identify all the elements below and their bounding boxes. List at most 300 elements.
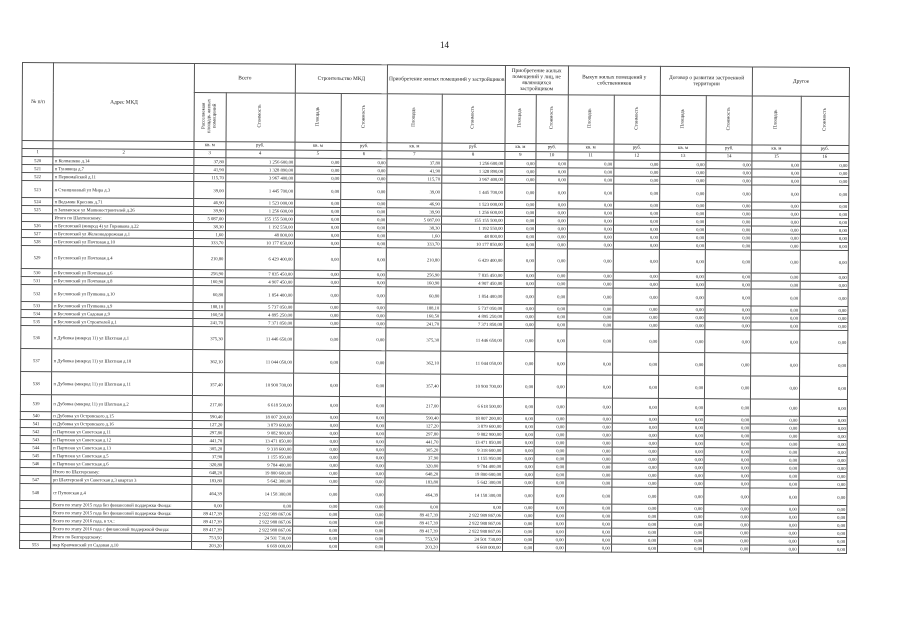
purchase-cost: 1 155 950,00 <box>440 454 503 462</box>
purchase-other-cost: 0,00 <box>535 352 567 375</box>
construction-area: 0,00 <box>293 413 339 421</box>
total-cost: 6 429 400,00 <box>225 247 294 270</box>
other-cost: 0,00 <box>798 537 846 545</box>
other-cost: 0,00 <box>799 440 847 448</box>
purchase-other-cost: 0,00 <box>536 225 568 233</box>
redemption-area: 0,00 <box>566 439 612 447</box>
development-area: 0,00 <box>659 272 705 280</box>
purchase-cost: 1 445 700,00 <box>441 183 504 200</box>
row-address: п Бусловский ул Железнодорожная д.1 <box>53 230 194 239</box>
other-cost: 0,00 <box>799 432 847 440</box>
other-cost: 0,00 <box>800 202 848 210</box>
purchase-other-cost: 0,00 <box>534 455 566 463</box>
development-cost: 0,00 <box>704 529 750 537</box>
header-purchase-not-developers: Приобретение жилых помещений у лиц, не являющихся застройщиком <box>505 65 568 94</box>
unit-rub: руб. <box>341 142 387 150</box>
row-number <box>20 467 52 475</box>
row-number: 546 <box>20 459 52 467</box>
total-area: 115,70 <box>194 174 226 182</box>
purchase-area: 375,30 <box>386 328 441 351</box>
development-cost: 0,00 <box>706 185 752 202</box>
construction-cost: 0,00 <box>339 413 385 421</box>
redemption-cost: 0,00 <box>613 184 659 201</box>
purchase-other-cost: 0,00 <box>536 168 568 176</box>
row-number: 524 <box>22 198 54 206</box>
purchase-area: 297,80 <box>385 430 440 438</box>
construction-area: 0,00 <box>293 373 339 396</box>
development-area: 0,00 <box>658 520 704 528</box>
purchase-area: 188,10 <box>386 304 441 312</box>
purchase-other-cost: 0,00 <box>534 463 566 471</box>
row-number: 547 <box>20 475 52 483</box>
subheader-cell <box>295 93 341 142</box>
column-number: 5 <box>295 150 341 158</box>
other-cost: 0,00 <box>799 416 847 424</box>
total-cost: 6 669 000,00 <box>223 542 292 550</box>
redemption-cost: 0,00 <box>613 280 659 288</box>
total-area: 357,40 <box>193 373 225 396</box>
development-cost: 0,00 <box>704 488 750 505</box>
development-cost: 0,00 <box>705 306 751 314</box>
total-cost: 155 155 500,00 <box>225 215 294 223</box>
redemption-area: 0,00 <box>567 305 613 313</box>
purchase-other-area: 0,00 <box>504 248 536 271</box>
row-number: 542 <box>20 427 52 435</box>
purchase-area: 183,80 <box>385 478 440 486</box>
total-cost: 2 922 989 867,06 <box>223 510 292 518</box>
purchase-other-cost: 0,00 <box>536 201 568 209</box>
other-cost: 0,00 <box>800 250 849 273</box>
subheader-cost: Стоимость <box>822 108 828 132</box>
row-address: п Дубовка ул Островского д.15 <box>52 412 193 421</box>
redemption-area: 0,00 <box>566 479 612 487</box>
redemption-cost: 0,00 <box>611 528 657 536</box>
construction-cost: 0,00 <box>339 534 385 542</box>
row-address: Всего по этапу 2015 года без финансовой поддержки Фонда: <box>51 501 192 510</box>
purchase-cost: 10 177 850,00 <box>441 240 504 248</box>
other-cost: 0,00 <box>798 529 846 537</box>
redemption-area: 0,00 <box>567 272 613 280</box>
column-number: 12 <box>614 152 660 160</box>
redemption-area: 0,00 <box>566 398 612 415</box>
other-area: 0,00 <box>750 448 798 456</box>
purchase-area: 38,30 <box>387 224 442 232</box>
redemption-area: 0,00 <box>566 455 612 463</box>
row-address: п Станционный ул Мира д.3 <box>53 181 194 199</box>
redemption-area: 0,00 <box>566 329 612 352</box>
redemption-cost: 0,00 <box>614 160 660 168</box>
purchase-area: 320,80 <box>385 462 440 470</box>
development-area: 0,00 <box>660 160 706 168</box>
other-cost: 0,00 <box>799 322 847 330</box>
total-cost: 1 328 890,00 <box>225 166 294 174</box>
unit-cell <box>22 141 54 149</box>
row-number: 522 <box>22 173 54 181</box>
purchase-other-cost: 0,00 <box>534 528 566 536</box>
total-cost: 4 907 450,00 <box>225 278 294 286</box>
subheader-cell <box>706 96 752 145</box>
resettlement-table <box>19 62 850 554</box>
redemption-cost: 0,00 <box>613 209 659 217</box>
other-area: 0,00 <box>750 545 798 553</box>
row-address: п Партизан ул Советская д.6 <box>51 460 192 469</box>
purchase-area: 648,20 <box>385 470 440 478</box>
row-address: п Партизан ул Советская д.11 <box>52 428 193 437</box>
development-cost: 0,00 <box>706 210 752 218</box>
row-address: Итого по Шахтинскому: <box>53 214 194 223</box>
purchase-other-cost: 0,00 <box>534 487 566 504</box>
other-cost: 0,00 <box>799 448 847 456</box>
subheader-cell <box>614 95 660 144</box>
construction-area: 0,00 <box>294 327 340 350</box>
construction-cost: 0,00 <box>340 231 386 239</box>
redemption-area: 0,00 <box>565 504 611 512</box>
construction-area: 0,00 <box>294 199 340 207</box>
subheader-cell <box>505 94 537 143</box>
column-number: 1 <box>22 149 54 157</box>
subheader-cell <box>226 93 296 142</box>
row-address: п Бусловский ул Пушкина д.9 <box>52 302 193 311</box>
total-area: 89 417,39 <box>192 518 224 526</box>
development-cost: 0,00 <box>705 273 751 281</box>
total-area: 46,90 <box>194 199 226 207</box>
subheader-cell <box>568 95 614 144</box>
total-cost: 3 879 600,00 <box>224 421 293 429</box>
construction-cost: 0,00 <box>339 477 385 485</box>
redemption-area: 0,00 <box>567 233 613 241</box>
row-address: п Бусловский ул Почтовая д.8 <box>53 277 194 286</box>
purchase-other-cost: 0,00 <box>534 471 566 479</box>
construction-area: 0,00 <box>292 526 338 534</box>
row-address: Итого по Шахтерскому: <box>51 468 192 477</box>
other-area: 0,00 <box>752 234 800 242</box>
total-area: 41,90 <box>194 166 226 174</box>
other-cost: 0,00 <box>800 210 848 218</box>
redemption-cost: 0,00 <box>612 455 658 463</box>
redemption-area: 0,00 <box>565 528 611 536</box>
purchase-other-area: 0,00 <box>503 446 535 454</box>
construction-area: 0,00 <box>293 477 339 485</box>
development-cost: 0,00 <box>704 424 750 432</box>
construction-area: 0,00 <box>294 231 340 239</box>
development-cost: 0,00 <box>705 353 751 376</box>
development-area: 0,00 <box>659 241 705 249</box>
unit-sqm: кв. м <box>387 143 442 151</box>
redemption-cost: 0,00 <box>611 536 657 544</box>
column-number: 2 <box>53 149 194 158</box>
other-cost: 0,00 <box>800 161 848 169</box>
purchase-other-cost: 0,00 <box>535 280 567 288</box>
other-cost: 0,00 <box>799 424 847 432</box>
header-other: Другое <box>753 67 850 97</box>
development-area: 0,00 <box>659 352 705 375</box>
redemption-area: 0,00 <box>567 249 613 272</box>
row-number: 535 <box>21 317 53 325</box>
purchase-other-cost: 0,00 <box>534 439 566 447</box>
construction-cost: 0,00 <box>340 215 386 223</box>
other-area: 0,00 <box>751 353 799 376</box>
redemption-cost: 0,00 <box>612 423 658 431</box>
total-cost: 9 082 900,00 <box>224 429 293 437</box>
purchase-cost: 1 854 400,00 <box>441 287 504 304</box>
row-number: 538 <box>20 371 52 394</box>
purchase-other-area: 0,00 <box>504 240 536 248</box>
development-cost: 0,00 <box>705 322 751 330</box>
purchase-cost: 9 318 600,00 <box>440 446 503 454</box>
other-area: 0,00 <box>751 399 799 416</box>
other-area: 0,00 <box>752 250 800 273</box>
other-area: 0,00 <box>750 521 798 529</box>
total-area: 160,50 <box>193 311 225 319</box>
construction-cost: 0,00 <box>339 518 385 526</box>
total-area: 753,50 <box>192 534 224 542</box>
development-area: 0,00 <box>660 209 706 217</box>
purchase-other-cost: 0,00 <box>535 272 567 280</box>
redemption-cost: 0,00 <box>611 544 657 552</box>
subheader-cell <box>387 94 442 143</box>
development-area: 0,00 <box>660 184 706 201</box>
construction-cost: 0,00 <box>339 445 385 453</box>
row-number: 525 <box>22 206 54 214</box>
row-number <box>20 500 52 508</box>
construction-cost: 0,00 <box>339 453 385 461</box>
purchase-other-cost: 0,00 <box>534 479 566 487</box>
redemption-area: 0,00 <box>567 321 613 329</box>
construction-cost: 0,00 <box>339 421 385 429</box>
row-number: 548 <box>20 483 52 500</box>
row-number: 526 <box>21 222 53 230</box>
purchase-area: 60,80 <box>386 287 441 304</box>
unit-rub: руб. <box>801 145 849 153</box>
other-area: 0,00 <box>752 202 800 210</box>
other-cost: 0,00 <box>798 545 846 553</box>
total-area: 183,80 <box>192 477 224 485</box>
development-cost: 0,00 <box>704 537 750 545</box>
development-area: 0,00 <box>658 504 704 512</box>
total-cost: 1 256 600,00 <box>225 158 294 166</box>
construction-area: 0,00 <box>294 215 340 223</box>
purchase-other-cost: 0,00 <box>534 512 566 520</box>
purchase-cost: 2 922 988 867,06 <box>439 527 502 535</box>
construction-cost: 0,00 <box>339 373 385 396</box>
construction-cost: 0,00 <box>340 278 386 286</box>
development-area: 0,00 <box>658 415 704 423</box>
row-number: 541 <box>20 419 52 427</box>
other-cost: 0,00 <box>800 289 849 306</box>
purchase-other-cost: 0,00 <box>536 241 568 249</box>
redemption-cost: 0,00 <box>613 288 659 305</box>
row-address: Всего по этапу 2016 года с финансовой поддержкой Фонда: <box>51 525 192 534</box>
total-area: 127,20 <box>192 421 224 429</box>
purchase-other-area: 0,00 <box>504 232 536 240</box>
construction-area: 0,00 <box>293 421 339 429</box>
purchase-cost: 1 328 890,00 <box>442 167 505 175</box>
purchase-other-cost: 0,00 <box>535 305 567 313</box>
redemption-cost: 0,00 <box>612 352 658 375</box>
purchase-area: 357,40 <box>386 374 441 397</box>
purchase-cost: 6 429 400,00 <box>441 248 504 271</box>
construction-cost: 0,00 <box>341 158 387 166</box>
subheader-cell <box>194 93 226 142</box>
total-cost: 5 737 050,00 <box>225 303 294 311</box>
subheader-cell <box>341 93 387 142</box>
purchase-other-area: 0,00 <box>503 454 535 462</box>
purchase-area: 89 417,39 <box>385 511 440 519</box>
purchase-area: 41,90 <box>387 167 442 175</box>
subheader-cell <box>801 96 850 145</box>
construction-cost: 0,00 <box>340 270 386 278</box>
development-cost: 0,00 <box>704 480 750 488</box>
construction-cost: 0,00 <box>340 311 386 319</box>
purchase-other-area: 0,00 <box>503 374 535 397</box>
unit-rub: руб. <box>706 145 752 153</box>
total-cost: 7 371 850,00 <box>224 319 293 327</box>
other-area: 0,00 <box>750 440 798 448</box>
total-cost: 24 501 730,00 <box>223 534 292 542</box>
purchase-area: 362,10 <box>386 351 441 374</box>
purchase-cost: 7 835 450,00 <box>441 271 504 279</box>
other-area: 0,00 <box>750 472 798 480</box>
row-number: 530 <box>21 268 53 276</box>
development-cost: 0,00 <box>704 456 750 464</box>
page-number: 14 <box>440 40 449 50</box>
total-area: 39,90 <box>194 207 226 215</box>
row-number: 527 <box>21 229 53 237</box>
column-number: 4 <box>225 150 294 158</box>
total-cost: 2 922 988 867,06 <box>223 526 292 534</box>
purchase-other-area: 0,00 <box>503 397 535 414</box>
row-address: п Бусловский ул Садовая д.9 <box>52 310 193 319</box>
construction-area: 0,00 <box>293 437 339 445</box>
other-cost: 0,00 <box>798 488 847 505</box>
purchase-area: 115,70 <box>387 175 442 183</box>
total-area: 160,90 <box>193 278 225 286</box>
other-area: 0,00 <box>750 537 798 545</box>
other-cost: 0,00 <box>799 376 848 399</box>
redemption-cost: 0,00 <box>613 321 659 329</box>
purchase-other-cost: 0,00 <box>536 160 568 168</box>
total-cost: 3 967 400,00 <box>225 174 294 182</box>
purchase-other-area: 0,00 <box>503 438 535 446</box>
total-cost: 48 800,00 <box>225 231 294 239</box>
construction-cost: 0,00 <box>341 182 387 199</box>
redemption-area: 0,00 <box>567 184 613 201</box>
total-area: 256,90 <box>193 270 225 278</box>
other-area: 0,00 <box>751 376 799 399</box>
development-cost: 0,00 <box>704 513 750 521</box>
construction-cost: 0,00 <box>340 350 386 373</box>
development-area: 0,00 <box>658 455 704 463</box>
redemption-area: 0,00 <box>565 512 611 520</box>
subheader-cost: Стоимость <box>361 105 367 129</box>
total-area: 89 417,39 <box>192 526 224 534</box>
purchase-cost: 1 256 600,00 <box>442 159 505 167</box>
redemption-area: 0,00 <box>567 209 613 217</box>
row-address: п Дубовка (микрод 11) ул Шахтная д.1 <box>52 326 193 350</box>
total-area: 37,90 <box>192 453 224 461</box>
redemption-cost: 0,00 <box>612 375 658 398</box>
subheader-area: Площадь <box>588 108 594 129</box>
construction-area: 0,00 <box>293 350 339 373</box>
redemption-cost: 0,00 <box>612 463 658 471</box>
development-area: 0,00 <box>658 447 704 455</box>
purchase-other-area: 0,00 <box>502 527 534 535</box>
purchase-cost: 9 082 900,00 <box>440 430 503 438</box>
row-address: Итого по Белгородскому: <box>51 533 192 542</box>
development-area: 0,00 <box>660 176 706 184</box>
purchase-area: 753,50 <box>385 535 440 543</box>
construction-cost: 0,00 <box>340 303 386 311</box>
purchase-area: 127,20 <box>385 422 440 430</box>
other-area: 0,00 <box>751 289 799 306</box>
table-header <box>22 63 850 162</box>
purchase-area: 5 087,00 <box>387 216 442 224</box>
construction-area: 0,00 <box>293 461 339 469</box>
column-number: 10 <box>536 152 568 160</box>
row-number: 521 <box>22 165 54 173</box>
row-address: п Дубовка (микрод 11) ул Шахтная д.11 <box>52 372 193 396</box>
purchase-area: 37,80 <box>387 159 442 167</box>
total-area: 1,60 <box>194 231 226 239</box>
other-area: 0,00 <box>752 169 800 177</box>
row-number: 540 <box>20 411 52 419</box>
purchase-other-area: 0,00 <box>503 462 535 470</box>
redemption-cost: 0,00 <box>612 512 658 520</box>
purchase-cost: 4 907 450,00 <box>441 279 504 287</box>
purchase-other-area: 0,00 <box>502 519 534 527</box>
row-address: мкр Кравченский ул Садовая д.10 <box>51 541 192 550</box>
total-area: 210,80 <box>193 247 225 270</box>
development-cost: 0,00 <box>706 226 752 234</box>
purchase-cost: 5 642 300,00 <box>440 478 503 486</box>
row-address: п Бусловский (микрод 4) ул Горнякова д.22 <box>53 222 194 231</box>
development-area: 0,00 <box>658 423 704 431</box>
development-cost: 0,00 <box>704 416 750 424</box>
resettlement-table-sheet <box>19 62 850 633</box>
total-area: 217,00 <box>192 396 224 413</box>
construction-cost: 0,00 <box>340 327 386 350</box>
column-number: 15 <box>752 153 800 161</box>
total-cost: 0,00 <box>223 502 292 510</box>
purchase-area: 89 417,39 <box>385 527 440 535</box>
development-area: 0,00 <box>658 471 704 479</box>
development-area: 0,00 <box>658 398 704 415</box>
development-area: 0,00 <box>659 321 705 329</box>
purchase-other-area: 0,00 <box>503 470 535 478</box>
purchase-cost: 24 501 730,00 <box>439 535 502 543</box>
redemption-cost: 0,00 <box>613 201 659 209</box>
unit-sqm: кв. м <box>568 144 614 152</box>
development-area: 0,00 <box>658 528 704 536</box>
purchase-area: 241,70 <box>386 320 441 328</box>
subheader-cost: Стоимость <box>470 106 476 130</box>
subheader-area: Площадь <box>411 107 417 128</box>
total-area: 464,39 <box>192 485 224 502</box>
row-address: п Первомайский д.11 <box>53 173 194 182</box>
purchase-area: 1,60 <box>387 232 442 240</box>
redemption-area: 0,00 <box>568 160 614 168</box>
purchase-cost: 0,00 <box>439 503 502 511</box>
purchase-other-cost: 0,00 <box>534 536 566 544</box>
purchase-cost: 6 669 000,00 <box>439 543 502 551</box>
purchase-other-cost: 0,00 <box>535 375 567 398</box>
purchase-area: 441,70 <box>385 438 440 446</box>
row-number <box>20 516 52 524</box>
other-cost: 0,00 <box>800 218 848 226</box>
purchase-other-area: 0,00 <box>505 159 537 167</box>
development-cost: 0,00 <box>704 545 750 553</box>
subheader-area: Площадь <box>773 109 779 130</box>
